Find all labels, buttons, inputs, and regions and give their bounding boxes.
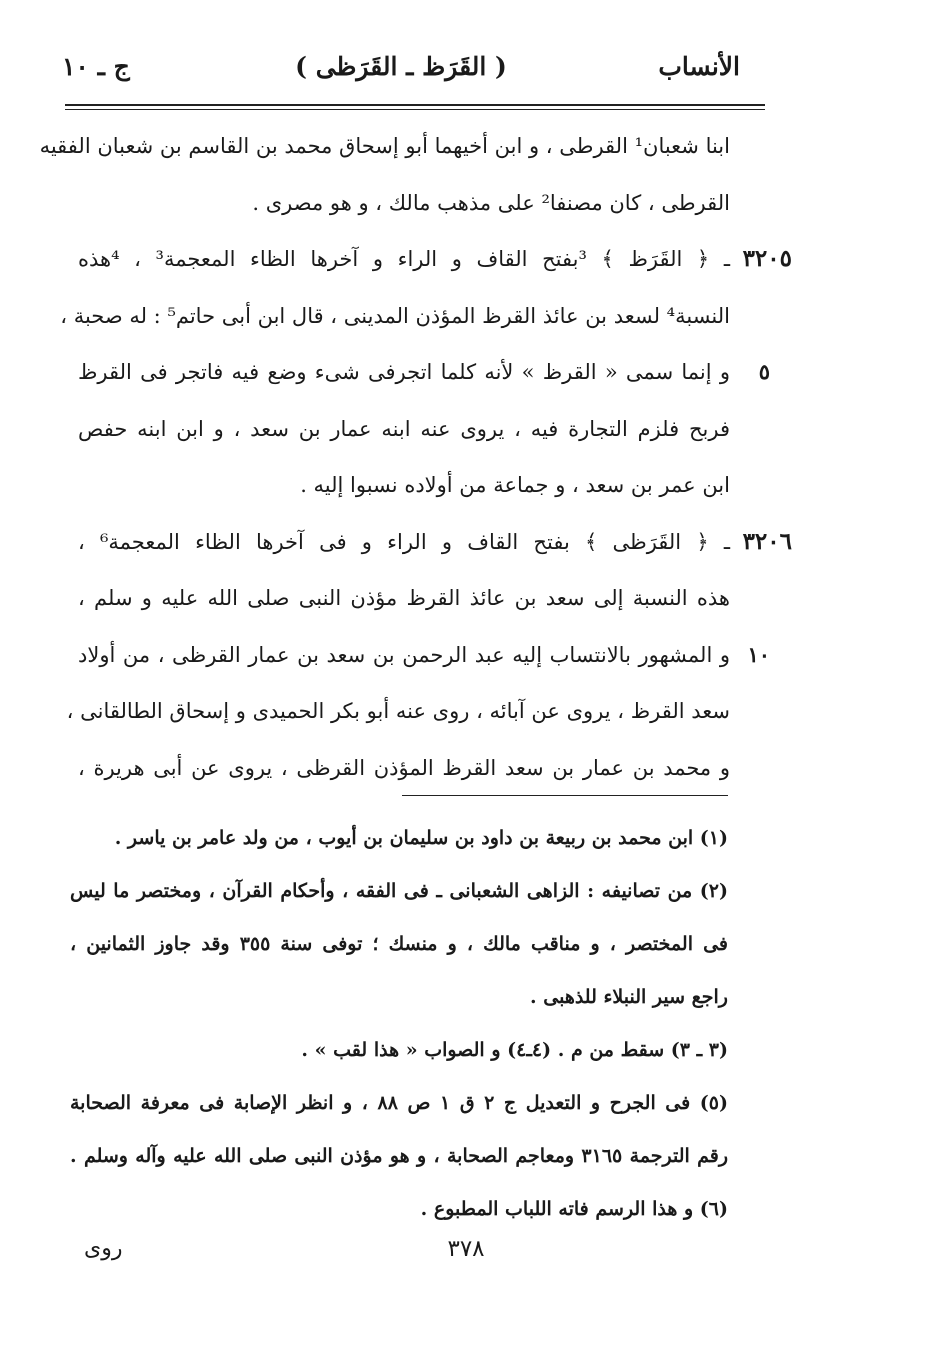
line-text: ابن عمر بن سعد ، و جماعة من أولاده نسبوا إليه . [300,473,730,497]
line-text: سعد القرظ ، يروى عن آبائه ، روى عنه أبو بكر الحميدى و إسحاق الطالقانى ، [66,699,730,723]
text-line [78,520,792,577]
line-text: القرطى ، كان مصنفا² على مذهب مالك ، و هو مصرى . [252,190,730,215]
line-text: ابنا شعبان¹ القرطى ، و ابن أخيهما أبو إسحاق محمد بن القاسم بن شعبان الفقيه [39,134,730,158]
header-rule-thick [65,104,765,106]
text-line [78,237,792,294]
footnote-line: فى المختصر ، و مناقب مالك ، و منسك ؛ توفى سنة ٣٥٥ وقد جاوز الثمانين ، [70,933,728,955]
entry-number: ٣٢٠٥ [742,245,792,272]
footnote-line: راجع سير النبلاء للذهبى . [530,986,728,1008]
header-book-title: الأنساب [658,52,740,81]
signature-mark: روى [84,1236,123,1261]
entry-number: ٣٢٠٦ [742,527,792,555]
footnote-line: (٢) من تصانيفه : الزاهى الشعبانى ـ فى الفقه ، وأحكام القرآن ، ومختصر ما ليس [70,880,728,902]
footnote-line: (٥) فى الجرح و التعديل ج ٢ ق ١ ص ٨٨ ، و انظر الإصابة فى معرفة الصحابة [70,1092,728,1114]
footnote-line: (٣ ـ ٣) سقط من م . (٤ـ٤) و الصواب « هذا لقب » . [301,1039,728,1061]
text-line [60,294,730,351]
line-text: فربح فلزم التجارة فيه ، يروى عنه ابنه عمار بن سعد ، و ابن ابنه حفص [78,416,730,441]
line-text: و إنما سمى « القرظ » لأنه كلما اتجرفى شىء وضع فيه فاتجر فى القرظ [78,360,730,384]
page-number: ٣٧٨ [447,1236,485,1262]
line-text: و محمد بن عمار بن سعد القرظ المؤذن القرظى ، يروى عن أبى هريرة ، [78,755,730,780]
line-text: ـ ﴿ القَرَظى ﴾ بفتح القاف و الراء و فى آخرها الظاء المعجمة⁶ ، [78,529,730,554]
text-line [66,689,730,746]
footnote-line: رقم الترجمة ٣١٦٥ ومعاجم الصحابة ، و هو مؤذن النبى صلى الله عليه وآله وسلم . [70,1145,728,1167]
line-number: ٥ [758,359,770,384]
footnotes [70,818,728,1242]
line-text: النسبة⁴ لسعد بن عائذ القرظ المؤذن المدينى ، قال ابن أبى حاتم⁵ : له صحبة ، [60,303,730,328]
line-text: و المشهور بالانتساب إليه عبد الرحمن بن سعد بن عمار القرظى ، من أولاد [78,642,730,667]
footnote-line: (١) ابن محمد بن ربيعة بن داود بن سليمان بن أيوب ، من ولد عامر بن ياسر . [114,827,728,849]
text-line [78,350,770,407]
footnote-line: (٦) و هذا الرسم فاته اللباب المطبوع . [420,1198,728,1220]
line-number: ١٠ [747,641,770,667]
text-line [78,181,730,238]
running-header [62,52,740,92]
header-rule-thin [65,109,765,110]
header-section-title: ( القَرَظ ـ القَرَظى ) [295,52,507,81]
line-text: ـ ﴿ القَرَظ ﴾ ³بفتح القاف و الراء و آخرها الظاء المعجمة³ ، ⁴هذه [78,247,730,271]
text-line [78,407,730,464]
main-text [39,124,792,802]
header-volume: ج ـ ١٠ [62,52,130,81]
text-line [78,463,730,520]
footnote-separator [402,795,728,796]
text-line [78,576,730,633]
line-text: هذه النسبة إلى سعد بن عائذ القرظ مؤذن النبى صلى الله عليه و سلم ، [78,586,730,610]
text-line [39,124,730,181]
text-line [78,633,770,690]
text-line [78,746,730,803]
